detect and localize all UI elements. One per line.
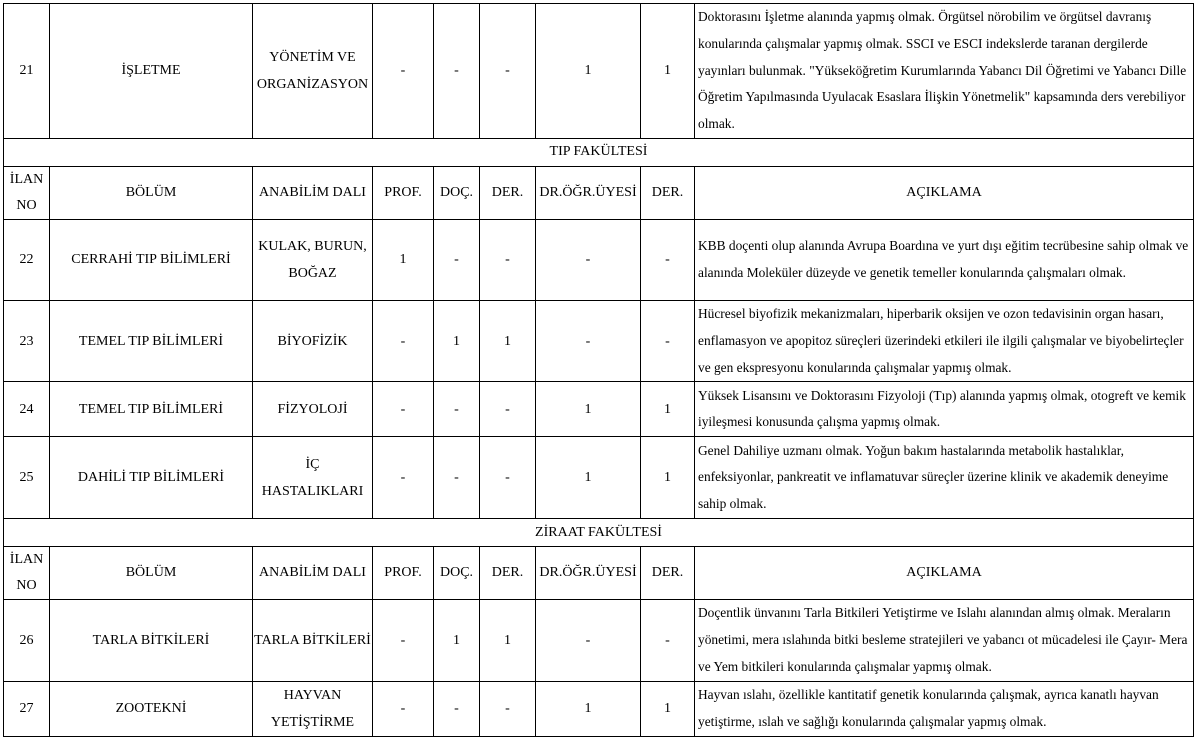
header-anabilim-dali: ANABİLİM DALI bbox=[253, 166, 373, 219]
doc-cell: - bbox=[434, 437, 480, 519]
header-doc: DOÇ. bbox=[434, 166, 480, 219]
header-aciklama: AÇIKLAMA bbox=[695, 547, 1194, 600]
prof-cell: - bbox=[373, 382, 434, 437]
der-cell: 1 bbox=[480, 300, 536, 381]
table-row bbox=[4, 4, 1194, 139]
header-anabilim-dali: ANABİLİM DALI bbox=[253, 547, 373, 600]
aciklama-cell: KBB doçenti olup alanında Avrupa Boardına ve yurt dışı eğitim tecrübesine sahip olmak ve alanında Moleküler düzeyde ve genetik temeller konularında çalışmaları olmak. bbox=[695, 219, 1194, 300]
doc-cell: - bbox=[434, 382, 480, 437]
dr-ogr-uyesi-cell: 1 bbox=[536, 437, 641, 519]
ilan-no-cell: 24 bbox=[4, 382, 50, 437]
anabilim-dali-cell: TARLA BİTKİLERİ bbox=[253, 600, 373, 681]
header-ilan-no: İLAN NO bbox=[4, 166, 50, 219]
header-aciklama: AÇIKLAMA bbox=[695, 166, 1194, 219]
prof-cell: - bbox=[373, 437, 434, 519]
der2-cell: 1 bbox=[641, 382, 695, 437]
prof-cell: - bbox=[373, 4, 434, 139]
aciklama-cell: Yüksek Lisansını ve Doktorasını Fizyoloji (Tıp) alanında yapmış olmak, otogreft ve kemik iyileşmesi konusunda çalışma yapmış olmak. bbox=[695, 382, 1194, 437]
header-dr-ogr-uyesi: DR.ÖĞR.ÜYESİ bbox=[536, 166, 641, 219]
header-der2: DER. bbox=[641, 547, 695, 600]
header-prof: PROF. bbox=[373, 547, 434, 600]
ilan-no-cell: 23 bbox=[4, 300, 50, 381]
aciklama-cell: Doktorasını İşletme alanında yapmış olmak. Örgütsel nörobilim ve örgütsel davranış konularında çalışmalar yapmış olmak. SSCI ve ESCI indekslerde taranan dergilerde yayınları bulunmak. "Yükseköğretim Kurumlarında Yabancı Dil Öğretimi ve Yabancı Dille Öğretim Yapılmasında Uyulacak Esaslara İlişkin Yönetmelik" kapsamında ders verebiliyor olmak. bbox=[695, 4, 1194, 139]
faculty-positions-table bbox=[3, 3, 1194, 737]
dr-ogr-uyesi-cell: 1 bbox=[536, 681, 641, 736]
anabilim-dali-cell: FİZYOLOJİ bbox=[253, 382, 373, 437]
header-ilan-no: İLAN NO bbox=[4, 547, 50, 600]
section-title: TIP FAKÜLTESİ bbox=[4, 138, 1194, 166]
aciklama-cell: Hayvan ıslahı, özellikle kantitatif genetik konularında çalışmak, ayrıca kanatlı hayvan yetiştirme, ıslah ve sağlığı konularında çalışmalar yapmış olmak. bbox=[695, 681, 1194, 736]
header-der: DER. bbox=[480, 547, 536, 600]
prof-cell: - bbox=[373, 300, 434, 381]
dr-ogr-uyesi-cell: - bbox=[536, 600, 641, 681]
doc-cell: 1 bbox=[434, 600, 480, 681]
der2-cell: 1 bbox=[641, 681, 695, 736]
header-bolum: BÖLÜM bbox=[50, 166, 253, 219]
prof-cell: - bbox=[373, 600, 434, 681]
der-cell: 1 bbox=[480, 600, 536, 681]
anabilim-dali-cell: YÖNETİM VE ORGANİZASYON bbox=[253, 4, 373, 139]
bolum-cell: DAHİLİ TIP BİLİMLERİ bbox=[50, 437, 253, 519]
der2-cell: - bbox=[641, 219, 695, 300]
bolum-cell: İŞLETME bbox=[50, 4, 253, 139]
table-row bbox=[4, 382, 1194, 437]
ilan-no-cell: 22 bbox=[4, 219, 50, 300]
der-cell: - bbox=[480, 4, 536, 139]
dr-ogr-uyesi-cell: 1 bbox=[536, 4, 641, 139]
der2-cell: - bbox=[641, 600, 695, 681]
doc-cell: - bbox=[434, 4, 480, 139]
column-header-row bbox=[4, 547, 1194, 600]
prof-cell: 1 bbox=[373, 219, 434, 300]
der-cell: - bbox=[480, 382, 536, 437]
der-cell: - bbox=[480, 681, 536, 736]
der-cell: - bbox=[480, 219, 536, 300]
table-row bbox=[4, 437, 1194, 519]
ilan-no-cell: 27 bbox=[4, 681, 50, 736]
bolum-cell: TEMEL TIP BİLİMLERİ bbox=[50, 300, 253, 381]
aciklama-cell: Hücresel biyofizik mekanizmaları, hiperbarik oksijen ve ozon tedavisinin organ hasarı, enflamasyon ve apopitoz süreçleri üzerindeki etkileri ile ilgili çalışmalar ve biyobelirteçler ve gen ekspresyonu konularında çalışmalar yapmış olmak. bbox=[695, 300, 1194, 381]
aciklama-cell: Genel Dahiliye uzmanı olmak. Yoğun bakım hastalarında metabolik hastalıklar, enfeksiyonlar, pankreatit ve inflamatuvar süreçler üzerine klinik ve akademik deneyime sahip olmak. bbox=[695, 437, 1194, 519]
table-row bbox=[4, 681, 1194, 736]
ilan-no-cell: 21 bbox=[4, 4, 50, 139]
bolum-cell: TARLA BİTKİLERİ bbox=[50, 600, 253, 681]
section-header-row bbox=[4, 519, 1194, 547]
header-dr-ogr-uyesi: DR.ÖĞR.ÜYESİ bbox=[536, 547, 641, 600]
aciklama-cell: Doçentlik ünvanını Tarla Bitkileri Yetiştirme ve Islahı alanından almış olmak. Meraların yönetimi, mera ıslahında bitki besleme stratejileri ve yabancı ot mücadelesi ile Çayır- Mera ve Yem bitkileri konularında çalışmalar yapmış olmak. bbox=[695, 600, 1194, 681]
der2-cell: - bbox=[641, 300, 695, 381]
anabilim-dali-cell: HAYVAN YETİŞTİRME bbox=[253, 681, 373, 736]
table-row bbox=[4, 219, 1194, 300]
header-doc: DOÇ. bbox=[434, 547, 480, 600]
bolum-cell: CERRAHİ TIP BİLİMLERİ bbox=[50, 219, 253, 300]
section-title: ZİRAAT FAKÜLTESİ bbox=[4, 519, 1194, 547]
bolum-cell: TEMEL TIP BİLİMLERİ bbox=[50, 382, 253, 437]
doc-cell: 1 bbox=[434, 300, 480, 381]
table-row bbox=[4, 300, 1194, 381]
anabilim-dali-cell: İÇ HASTALIKLARI bbox=[253, 437, 373, 519]
prof-cell: - bbox=[373, 681, 434, 736]
dr-ogr-uyesi-cell: - bbox=[536, 219, 641, 300]
table-row bbox=[4, 600, 1194, 681]
anabilim-dali-cell: KULAK, BURUN, BOĞAZ bbox=[253, 219, 373, 300]
header-der2: DER. bbox=[641, 166, 695, 219]
anabilim-dali-cell: BİYOFİZİK bbox=[253, 300, 373, 381]
doc-cell: - bbox=[434, 219, 480, 300]
ilan-no-cell: 26 bbox=[4, 600, 50, 681]
der-cell: - bbox=[480, 437, 536, 519]
bolum-cell: ZOOTEKNİ bbox=[50, 681, 253, 736]
doc-cell: - bbox=[434, 681, 480, 736]
column-header-row bbox=[4, 166, 1194, 219]
der2-cell: 1 bbox=[641, 437, 695, 519]
header-prof: PROF. bbox=[373, 166, 434, 219]
dr-ogr-uyesi-cell: 1 bbox=[536, 382, 641, 437]
der2-cell: 1 bbox=[641, 4, 695, 139]
section-header-row bbox=[4, 138, 1194, 166]
header-der: DER. bbox=[480, 166, 536, 219]
dr-ogr-uyesi-cell: - bbox=[536, 300, 641, 381]
ilan-no-cell: 25 bbox=[4, 437, 50, 519]
header-bolum: BÖLÜM bbox=[50, 547, 253, 600]
